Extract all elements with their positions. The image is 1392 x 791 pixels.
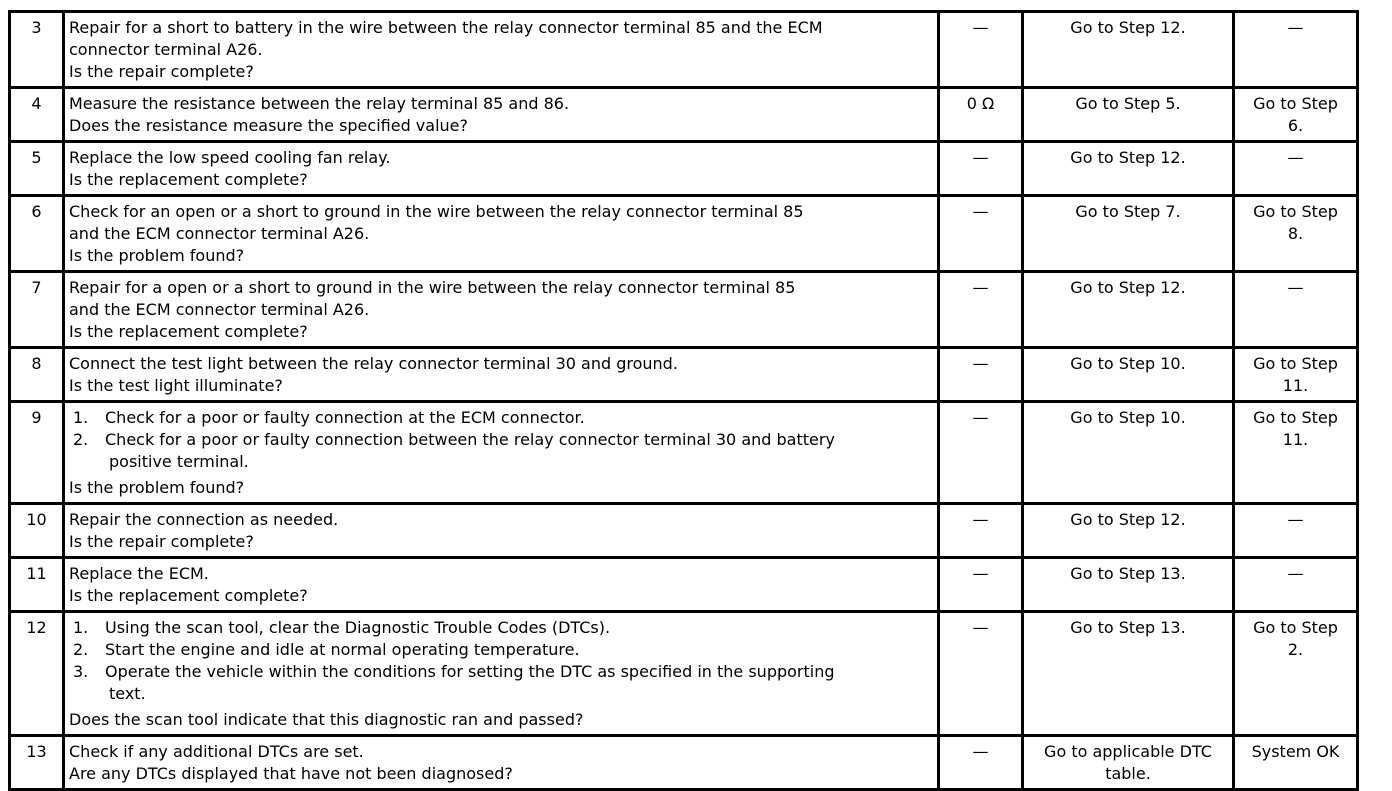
action-line: Is the repair complete? [69,62,254,81]
list-text-continuation: positive terminal. [109,452,249,471]
action-cell [64,12,939,88]
yes-cell: Go to Step 10. [1023,348,1234,402]
action-cell [64,88,939,142]
value-cell: 0 Ω [939,88,1023,142]
no-line: 11. [1282,430,1309,449]
action-line: Repair for a short to battery in the wire between the relay connector terminal 85 and the ECM [69,18,823,37]
step-number: 13 [10,736,64,790]
list-number: 2. [73,640,89,659]
table-row [10,504,1358,558]
action-cell [64,272,939,348]
yes-cell: Go to Step 7. [1023,196,1234,272]
diagnostic-table [8,10,1359,791]
table-row [10,196,1358,272]
no-cell [1234,402,1358,504]
list-number: 2. [73,430,89,449]
action-line: Is the repair complete? [69,532,254,551]
yes-cell [1023,736,1234,790]
no-line: Go to Step [1253,202,1338,221]
value-cell: — [939,196,1023,272]
no-cell [1234,612,1358,736]
no-cell: System OK [1234,736,1358,790]
value-cell: — [939,612,1023,736]
list-item [69,407,933,429]
action-cell [64,142,939,196]
yes-cell: Go to Step 12. [1023,504,1234,558]
no-cell [1234,88,1358,142]
no-cell: — [1234,504,1358,558]
yes-line: Go to applicable DTC [1044,742,1212,761]
action-cell [64,348,939,402]
no-line: 8. [1287,224,1304,243]
list-text: Start the engine and idle at normal operating temperature. [105,640,580,659]
no-line: Go to Step [1253,94,1338,113]
list-number: 1. [73,618,89,637]
action-line: Measure the resistance between the relay terminal 85 and 86. [69,94,570,113]
action-cell [64,504,939,558]
table-row [10,348,1358,402]
yes-cell: Go to Step 13. [1023,612,1234,736]
action-line: and the ECM connector terminal A26. [69,224,370,243]
yes-line: table. [1105,764,1151,783]
action-cell [64,402,939,504]
value-cell: — [939,12,1023,88]
question-text: Is the problem found? [69,478,245,497]
action-line: Is the replacement complete? [69,170,308,189]
action-line: Replace the low speed cooling fan relay. [69,148,391,167]
no-cell [1234,348,1358,402]
list-number: 3. [73,662,89,681]
step-number: 9 [10,402,64,504]
yes-cell: Go to Step 12. [1023,272,1234,348]
step-number: 5 [10,142,64,196]
no-line: Go to Step [1253,354,1338,373]
action-line: Is the test light illuminate? [69,376,283,395]
action-line: Check for an open or a short to ground in the wire between the relay connector terminal 85 [69,202,804,221]
table-row [10,88,1358,142]
step-number: 4 [10,88,64,142]
step-number: 10 [10,504,64,558]
no-line: Go to Step [1253,408,1338,427]
no-cell: — [1234,142,1358,196]
table-row [10,402,1358,504]
yes-cell: Go to Step 13. [1023,558,1234,612]
no-cell: — [1234,12,1358,88]
yes-cell: Go to Step 5. [1023,88,1234,142]
list-item [69,639,933,661]
table-row [10,612,1358,736]
value-cell: — [939,558,1023,612]
no-cell [1234,196,1358,272]
table-row [10,12,1358,88]
yes-cell: Go to Step 10. [1023,402,1234,504]
action-cell [64,612,939,736]
value-cell: — [939,348,1023,402]
list-text: Using the scan tool, clear the Diagnostic Trouble Codes (DTCs). [105,618,611,637]
table-row [10,142,1358,196]
list-item [69,429,933,473]
step-number: 7 [10,272,64,348]
action-line: Is the replacement complete? [69,322,308,341]
list-text: Operate the vehicle within the conditions for setting the DTC as specified in the supporting [105,662,835,681]
value-cell: — [939,736,1023,790]
list-text: Check for a poor or faulty connection between the relay connector terminal 30 and battery [105,430,835,449]
list-item [69,661,933,705]
value-cell: — [939,402,1023,504]
step-number: 8 [10,348,64,402]
value-cell: — [939,272,1023,348]
action-line: Repair the connection as needed. [69,510,339,529]
action-line: Repair for a open or a short to ground in the wire between the relay connector terminal 85 [69,278,796,297]
list-number: 1. [73,408,89,427]
table-row [10,736,1358,790]
action-cell [64,196,939,272]
question-text: Does the scan tool indicate that this diagnostic ran and passed? [69,710,584,729]
no-line: 11. [1282,376,1309,395]
action-line: Is the problem found? [69,246,245,265]
value-cell: — [939,142,1023,196]
action-line: and the ECM connector terminal A26. [69,300,370,319]
action-cell [64,736,939,790]
table-row [10,272,1358,348]
step-number: 3 [10,12,64,88]
yes-cell: Go to Step 12. [1023,12,1234,88]
no-line: 2. [1287,640,1304,659]
yes-cell: Go to Step 12. [1023,142,1234,196]
action-line: Is the replacement complete? [69,586,308,605]
action-line: Connect the test light between the relay connector terminal 30 and ground. [69,354,678,373]
value-cell: — [939,504,1023,558]
step-number: 6 [10,196,64,272]
no-cell: — [1234,272,1358,348]
action-cell [64,558,939,612]
action-line: connector terminal A26. [69,40,263,59]
action-line: Check if any additional DTCs are set. [69,742,364,761]
list-item [69,617,933,639]
step-number: 12 [10,612,64,736]
no-line: Go to Step [1253,618,1338,637]
list-text-continuation: text. [109,684,146,703]
action-line: Replace the ECM. [69,564,209,583]
action-line: Are any DTCs displayed that have not been diagnosed? [69,764,513,783]
table-row [10,558,1358,612]
action-line: Does the resistance measure the specified value? [69,116,468,135]
no-line: 6. [1287,116,1304,135]
no-cell: — [1234,558,1358,612]
list-text: Check for a poor or faulty connection at the ECM connector. [105,408,585,427]
step-number: 11 [10,558,64,612]
